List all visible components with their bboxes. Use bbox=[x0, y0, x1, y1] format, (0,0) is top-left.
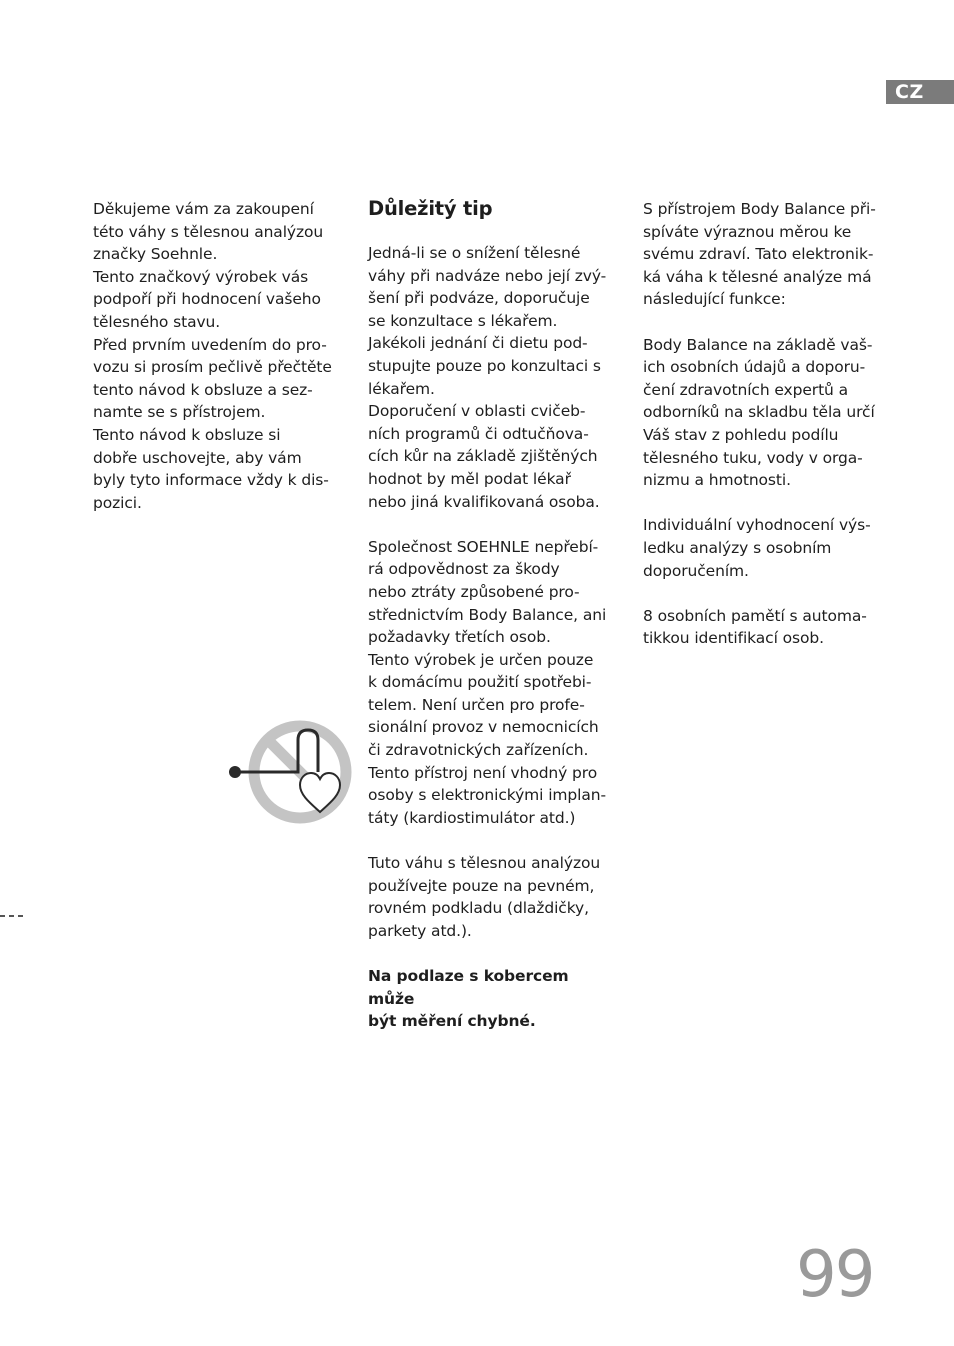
paragraph-spacer bbox=[643, 582, 893, 605]
feature-individual-evaluation: Individuální vyhodnocení výs- ledku analýzy s osobním doporučením. bbox=[643, 516, 871, 580]
intro-text: Děkujeme vám za zakoupení této váhy s tělesnou analýzou značky Soehnle. Tento značkový výrobek vás podpoří při hodnocení vašeho tělesného stavu. Před prvním uvedením do pro- vozu si prosím pečlivě přečtěte tento návod k obsluze a sez- namte se s přístrojem. Tento návod k obsluze si dobře uschovejte, aby vám byly tyto informace vždy k dis- pozici. bbox=[93, 200, 332, 512]
tip-paragraph-1: Jedná-li se o snížení tělesné váhy při nadváze nebo její zvý- šení při podváze, doporučuje se konzultace s lékařem. Jakékoli jednání či dietu pod- stupujte pouze po konzultaci s lékařem. Doporučení v oblasti cvičeb- ních programů či odtučňova- cích kůr na základě zjištěných hodnot by měl podat lékař nebo jiná kvalifikovaná osoba. bbox=[368, 244, 607, 511]
features-column bbox=[643, 198, 893, 650]
feature-body-analysis: Body Balance na základě vaš- ich osobních údajů a doporu- čení zdravotních expertů a odborníků na skladbu těla určí Váš stav z pohledu podílu tělesného tuku, vody v orga- nizmu a hmotnosti. bbox=[643, 335, 875, 490]
features-intro: S přístrojem Body Balance při- spíváte výraznou měrou ke svému zdraví. Tato elektronik- ká váha k tělesné analýze má následující funkce: bbox=[643, 200, 876, 309]
tip-paragraph-3: Tuto váhu s tělesnou analýzou používejte pouze na pevném, rovném podkladu (dlaždičky, parkety atd.). bbox=[368, 854, 601, 940]
intro-column bbox=[93, 198, 343, 514]
paragraph-spacer bbox=[368, 513, 618, 536]
crop-mark bbox=[0, 915, 24, 917]
section-heading: Důležitý tip bbox=[368, 197, 493, 220]
feature-memory: 8 osobních pamětí s automa- tikkou identifikací osob. bbox=[643, 606, 867, 648]
important-tip-column bbox=[368, 196, 618, 1033]
paragraph-spacer bbox=[643, 311, 893, 334]
no-pacemaker-icon bbox=[226, 718, 356, 828]
language-badge: CZ bbox=[886, 80, 954, 104]
paragraph-spacer bbox=[368, 829, 618, 852]
page-number: 99 bbox=[796, 1238, 874, 1312]
tip-paragraph-2: Společnost SOEHNLE nepřebí- rá odpovědnost za škody nebo ztráty způsobené pro- střednictvím Body Balance, ani požadavky třetích osob. Tento výrobek je určen pouze k domácímu použití spotřebi- telem. Není určen pro profe- sionální provoz v nemocnicích či zdravotnických zařízeních. Tento přístroj není vhodný pro osoby s elektronickými implan- táty (kardiostimulátor atd.) bbox=[368, 537, 607, 827]
paragraph-spacer bbox=[643, 492, 893, 515]
paragraph-spacer bbox=[368, 942, 618, 965]
tip-warning: Na podlaze s kobercem může být měření chybné. bbox=[368, 967, 569, 1031]
